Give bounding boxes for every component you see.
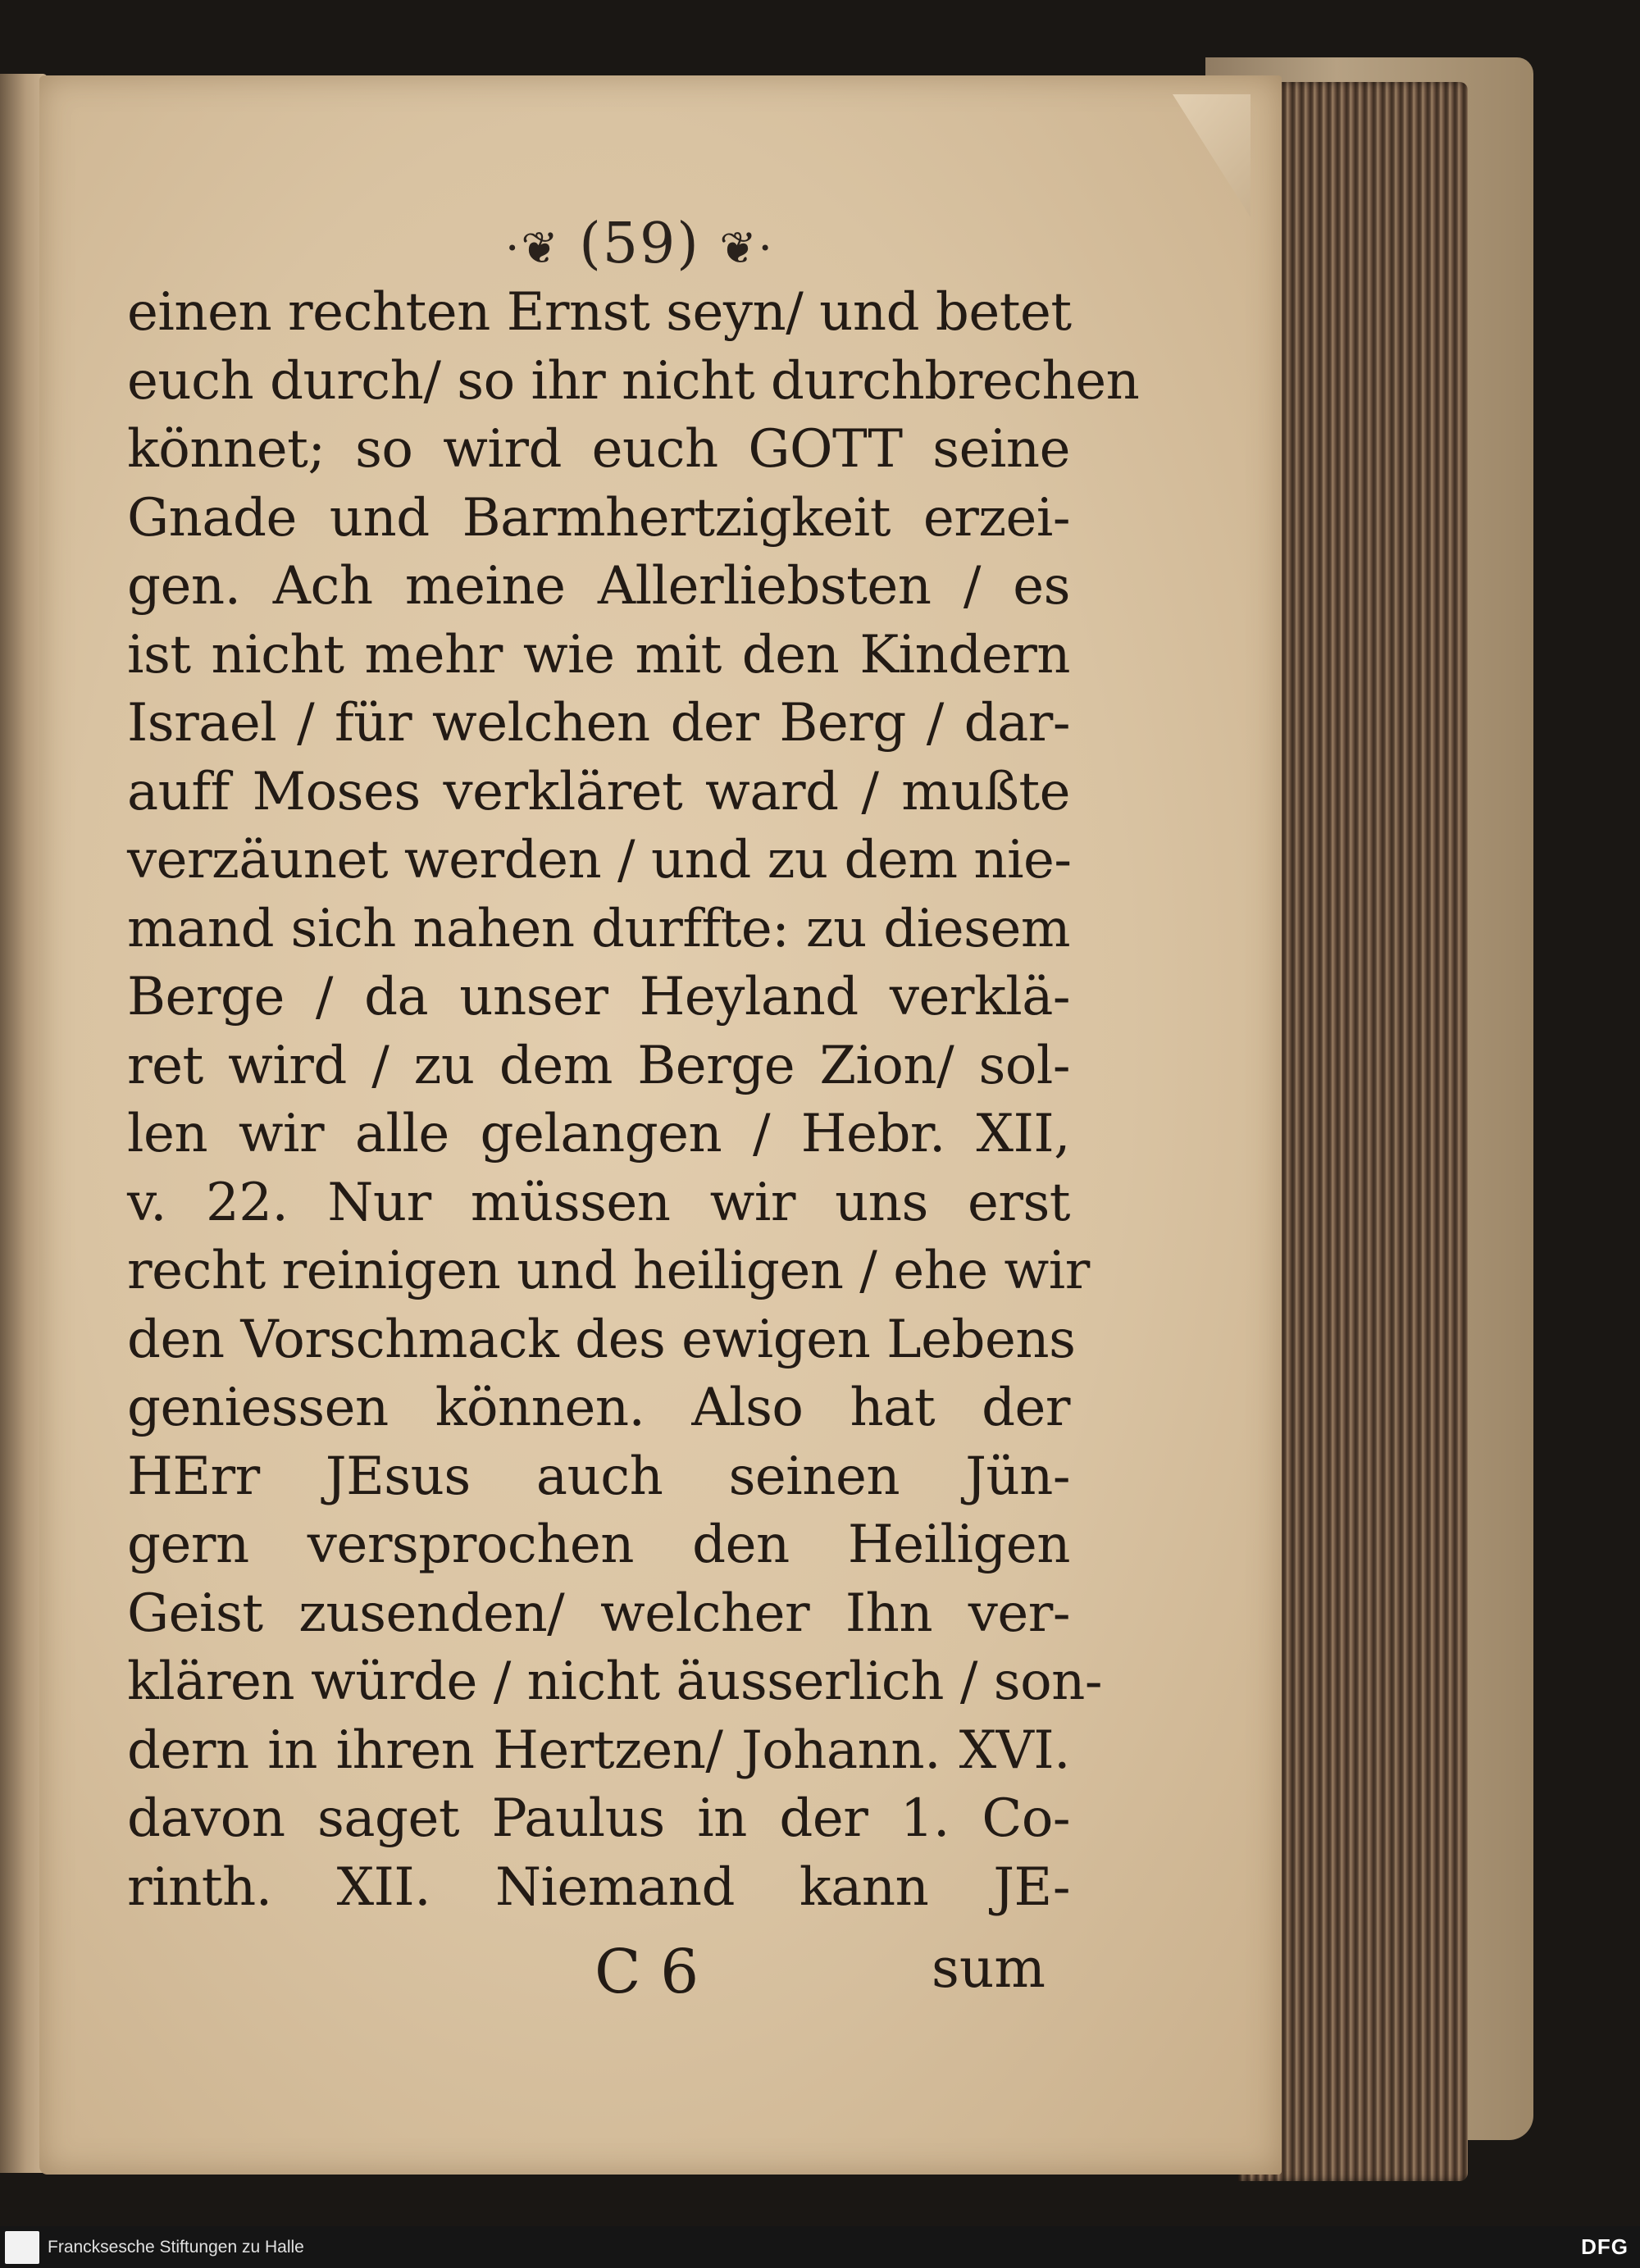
text-line: Berge / da unser Heyland verklä- <box>127 967 1070 1027</box>
page-number: (59) <box>579 212 700 276</box>
catchword: sum <box>932 1937 1046 2000</box>
text-line: euch durch/ so ihr nicht durchbrechen <box>127 350 1140 412</box>
text-line: gen. Ach meine Allerliebsten / es <box>127 556 1070 617</box>
text-line: gern versprochen den Heiligen <box>127 1514 1070 1575</box>
text-line: mand sich nahen durffte: zu diesem <box>127 898 1070 959</box>
text-line: v. 22. Nur müssen wir uns erst <box>127 1172 1070 1233</box>
text-line: Israel / für welchen der Berg / dar- <box>127 693 1070 754</box>
text-line: HErr JEsus auch seinen Jün- <box>127 1446 1070 1507</box>
text-line: geniessen können. Also hat der <box>127 1378 1070 1438</box>
text-line: Geist zusenden/ welcher Ihn ver- <box>127 1583 1070 1644</box>
text-line: ist nicht mehr wie mit den Kindern <box>127 624 1070 685</box>
body-text <box>127 279 1140 1922</box>
text-line: verzäunet werden / und zu dem nie- <box>127 830 1072 890</box>
text-line: dern in ihren Hertzen/ Johann. XVI. <box>127 1719 1070 1781</box>
signature-mark: C 6 <box>594 1937 699 2007</box>
dfg-logo: DFG <box>1581 2234 1629 2259</box>
text-line: klären würde / nicht äusserlich / son- <box>127 1651 1102 1712</box>
institution-logo-icon <box>5 2231 39 2264</box>
ornament-right-icon: ❦· <box>719 222 774 274</box>
footer-bar <box>0 2226 1640 2268</box>
text-line: einen rechten Ernst seyn/ und betet <box>127 282 1072 343</box>
text-line: ret wird / zu dem Berge Zion/ sol- <box>127 1035 1070 1096</box>
text-line: könnet; so wird euch GOTT seine <box>127 419 1070 480</box>
text-line: Gnade und Barmhertzigkeit erzei- <box>127 487 1070 549</box>
text-line: den Vorschmack des ewigen Lebens <box>127 1309 1076 1370</box>
text-line: rinth. XII. Niemand kann JE- <box>127 1856 1070 1918</box>
text-line: auff Moses verkläret ward / mußte <box>127 761 1070 822</box>
text-line: davon saget Paulus in der 1. Co- <box>127 1788 1070 1849</box>
ornament-left-icon: ·❦ <box>505 222 560 274</box>
page-footer-marks <box>127 1937 1046 2011</box>
institution-name: Francksesche Stiftungen zu Halle <box>48 2238 304 2257</box>
text-line: len wir alle gelangen / Hebr. XII, <box>127 1104 1070 1164</box>
page-header <box>344 212 935 276</box>
text-line: recht reinigen und heiligen / ehe wir <box>127 1241 1090 1301</box>
